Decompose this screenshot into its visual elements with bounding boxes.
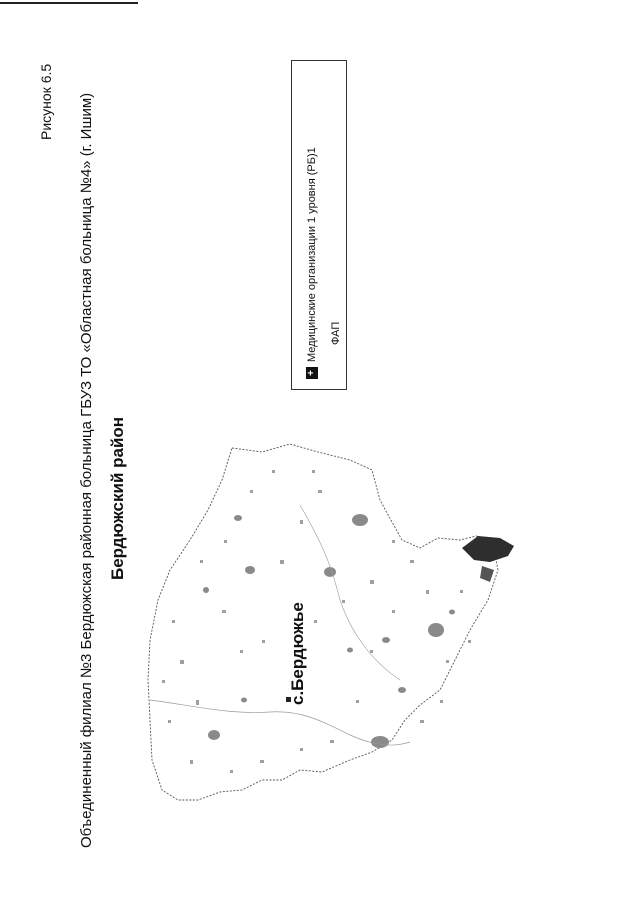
speckle — [330, 740, 334, 743]
lake — [382, 637, 390, 643]
speckle — [190, 760, 193, 764]
speckle — [370, 650, 373, 653]
speckle — [342, 600, 345, 603]
settlement-label: с.Бердюжье — [288, 602, 307, 705]
speckle — [272, 470, 275, 473]
figure-number: Рисунок 6.5 — [38, 63, 54, 140]
speckle — [200, 560, 203, 563]
dark-area-east — [462, 536, 514, 562]
lake — [398, 687, 406, 693]
lake — [371, 736, 389, 748]
lake — [352, 514, 368, 526]
legend-item-label: Медицинские организации 1 уровня (РБ)1 — [306, 147, 318, 362]
medical-plus-icon: + — [306, 367, 318, 379]
speckle — [468, 640, 471, 643]
speckle — [180, 660, 184, 664]
lakes — [203, 514, 455, 748]
speckle — [410, 560, 414, 563]
document-title: Объединенный филиал №3 Бердюжская районная больница ГБУЗ ТО «Областная больница №4» (г. Ишим) — [78, 92, 95, 848]
lake — [324, 567, 336, 577]
speckle — [224, 540, 227, 543]
speckle — [460, 590, 463, 593]
lake — [245, 566, 255, 574]
river — [300, 505, 400, 680]
river — [150, 700, 410, 745]
lake — [347, 648, 353, 653]
dark-area-east-2 — [480, 566, 494, 582]
terrain-speckles — [162, 470, 471, 773]
speckle — [300, 748, 303, 751]
speckle — [262, 640, 265, 643]
speckle — [230, 770, 233, 773]
lake — [234, 515, 242, 521]
speckle — [392, 610, 395, 613]
speckle — [300, 520, 303, 524]
speckle — [250, 490, 253, 493]
speckle — [426, 590, 429, 594]
legend-item-label: ФАП — [330, 321, 342, 345]
speckle — [440, 700, 443, 703]
speckle — [370, 580, 374, 584]
lake — [203, 587, 209, 593]
district-boundary — [148, 444, 498, 800]
speckle — [446, 660, 449, 663]
speckle — [392, 540, 395, 543]
speckle — [240, 650, 243, 653]
speckle — [420, 720, 424, 723]
speckle — [280, 560, 284, 564]
lake — [449, 610, 455, 615]
speckle — [356, 700, 359, 703]
speckle — [162, 680, 165, 683]
speckle — [222, 610, 226, 613]
lake — [208, 730, 220, 740]
speckle — [318, 490, 322, 493]
speckle — [168, 720, 171, 723]
speckle — [314, 620, 317, 623]
speckle — [172, 620, 175, 623]
lake — [241, 698, 247, 703]
district-name: Бердюжский район — [108, 416, 127, 580]
speckle — [312, 470, 315, 473]
lake — [428, 623, 444, 637]
speckle — [196, 700, 199, 705]
speckle — [260, 760, 264, 763]
